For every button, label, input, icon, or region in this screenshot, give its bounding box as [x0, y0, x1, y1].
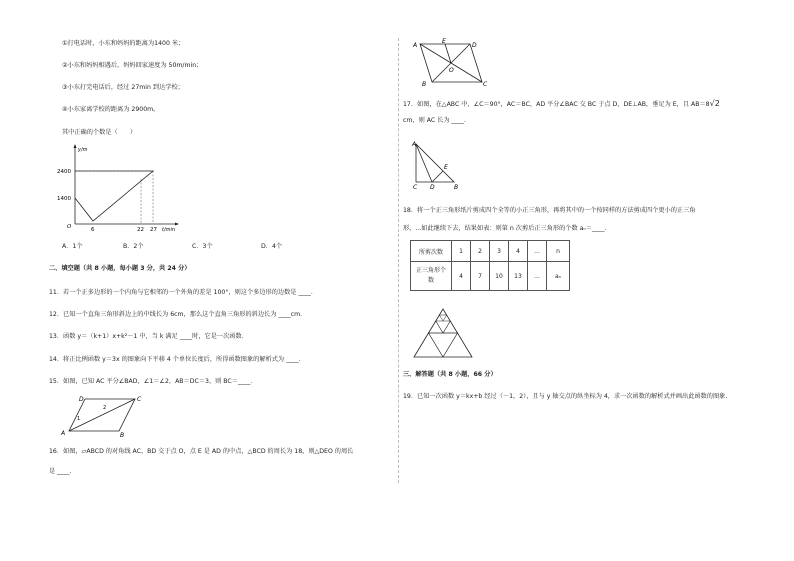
figure-15-parallelogram — [55, 393, 145, 441]
fig15-label-d: D — [79, 396, 84, 403]
fig15-angle-2: 2 — [103, 405, 107, 411]
table-header-count-line-1: 正三角形个 — [415, 267, 446, 275]
fig16-label-o: O — [449, 67, 454, 74]
fig15-label-a: A — [61, 430, 66, 437]
fig15-diagonal — [69, 399, 135, 431]
table-cell: … — [528, 262, 547, 291]
table-cell: … — [528, 241, 547, 262]
fig18-midpoint-triangle — [429, 333, 458, 357]
question-17-text: 17．如图，在△ABC 中，∠C＝90°，AC＝BC，AD 平分∠BAC 交 BC 于点 D，DE⊥AB，垂足为 E，且 AB＝8 — [403, 101, 710, 108]
graph-origin: O — [67, 224, 72, 230]
fig16-label-a: A — [413, 42, 418, 49]
table-cell: aₙ — [547, 262, 570, 291]
fig17-triangle — [416, 144, 454, 182]
fig16-label-d: D — [472, 42, 477, 49]
question-17-sqrt: √2 — [709, 99, 720, 108]
section-2-heading: 二、填空题（共 8 小题，每小题 3 分，共 24 分） — [49, 265, 191, 272]
graph-line — [75, 171, 153, 221]
question-16-line-2: 是 ____. — [49, 468, 72, 475]
graph-x2: 22 — [137, 227, 144, 233]
fig18-tiny-triangle — [439, 315, 446, 321]
fig15-label-b: B — [120, 432, 125, 439]
cut-count-table — [410, 240, 570, 291]
question-17-line-1 — [403, 100, 720, 109]
fig15-angle-1: 1 — [77, 416, 81, 422]
fig17-label-d: D — [430, 184, 435, 191]
question-19: 19．已知一次函数 y＝kx+b 经过（－1，2），且与 y 轴交点的纵坐标为 4，求一次函数的解析式并画出此函数的图象. — [403, 393, 728, 400]
question-16-line-1: 16．如图，▱ABCD 的对角线 AC、BD 交于点 O，点 E 是 AD 的中点，△BCD 的周长为 18，则△DEO 的周长 — [49, 448, 354, 455]
statement-1: ①打电话时，小东和妈妈的距离为1400 米； — [62, 40, 185, 47]
fig16-label-e: E — [442, 38, 446, 45]
column-divider — [398, 38, 399, 483]
distance-time-graph — [55, 142, 185, 232]
question-12: 12．已知一个直角三角形斜边上的中线长为 6cm，那么这个直角三角形的斜边长为 ____cm． — [49, 311, 307, 318]
question-15: 15．如图，已知 AC 平分∠BAD，∠1＝∠2，AB＝DC＝3，则 BC＝____． — [49, 378, 257, 385]
graph-ylabel: y/m — [78, 147, 88, 153]
table-header-count — [411, 262, 452, 291]
table-cell: n — [547, 241, 570, 262]
fig18-small-triangle — [436, 321, 451, 333]
question-13: 13．函数 y＝（k+1）x+k²－1 中，当 k 满足 ____时，它是一次函数． — [49, 333, 248, 340]
question-18-line-2: 形，...如此继续下去，结果如表：则第 n 次剪后正三角形的个数 aₙ＝____． — [403, 225, 611, 232]
question-14: 14．将正比例函数 y＝3x 的图象向下平移 4 个单位长度后，所得函数图象的解析式为 ____． — [49, 356, 305, 363]
table-cell: 4 — [509, 241, 528, 262]
figure-17-right-triangle — [410, 138, 470, 190]
table-cell: 4 — [452, 262, 471, 291]
fig17-bisector-ad — [416, 144, 432, 182]
table-cell: 10 — [490, 262, 509, 291]
graph-x1: 6 — [91, 227, 95, 233]
table-header-count-line-2: 数 — [427, 277, 434, 284]
table-cell: 3 — [490, 241, 509, 262]
fig17-label-e: E — [444, 164, 448, 171]
figure-18-triangle-subdivision — [412, 307, 474, 359]
fig16-label-b: B — [422, 81, 427, 88]
question-11: 11．若一个正多边形的一个内角与它相邻的一个外角的差是 100°，则这个多边形的边数是 ____． — [49, 289, 318, 296]
statement-3: ③小东打完电话后，经过 27min 到达学校； — [62, 84, 184, 91]
table-cell: 2 — [471, 241, 490, 262]
fig17-label-b: B — [454, 184, 459, 191]
statement-2: ②小东和妈妈相遇后，妈妈回家速度为 50m/min； — [62, 62, 203, 69]
table-header-cuts: 所剪次数 — [411, 241, 452, 262]
question-17-line-2: cm，则 AC 长为 ____. — [403, 117, 466, 124]
question-prompt: 其中正确的个数是（ ） — [62, 129, 137, 136]
choice-c: C．3个 — [192, 243, 213, 250]
graph-y-arrow — [74, 144, 77, 148]
fig17-label-a: A — [412, 141, 417, 148]
choice-d: D．4个 — [261, 243, 283, 250]
fig15-label-c: C — [137, 396, 142, 403]
choice-a: A．1个 — [62, 243, 83, 250]
fig17-label-c: C — [413, 184, 418, 191]
fig17-perpendicular-de — [432, 171, 443, 182]
statement-4: ④小东家离学校的距离为 2900m。 — [62, 106, 160, 113]
graph-y2: 1400 — [57, 196, 71, 202]
choice-b: B．2个 — [123, 243, 144, 250]
graph-y1: 2400 — [57, 169, 71, 175]
graph-x3: 27 — [150, 227, 157, 233]
table-row — [411, 262, 570, 291]
table-cell: 1 — [452, 241, 471, 262]
graph-x-arrow — [175, 223, 179, 226]
graph-xlabel: t/min — [162, 227, 176, 233]
figure-16-parallelogram — [410, 40, 500, 90]
fig16-label-c: C — [483, 81, 488, 88]
table-cell: 13 — [509, 262, 528, 291]
section-3-heading: 三、解答题（共 8 小题，66 分） — [403, 371, 497, 378]
table-cell: 7 — [471, 262, 490, 291]
table-row — [411, 241, 570, 262]
question-18-line-1: 18．将一个正三角形纸片剪成四个全等的小正三角形，再将其中的一个按同样的方法剪成四个更小的正三角 — [403, 207, 696, 214]
